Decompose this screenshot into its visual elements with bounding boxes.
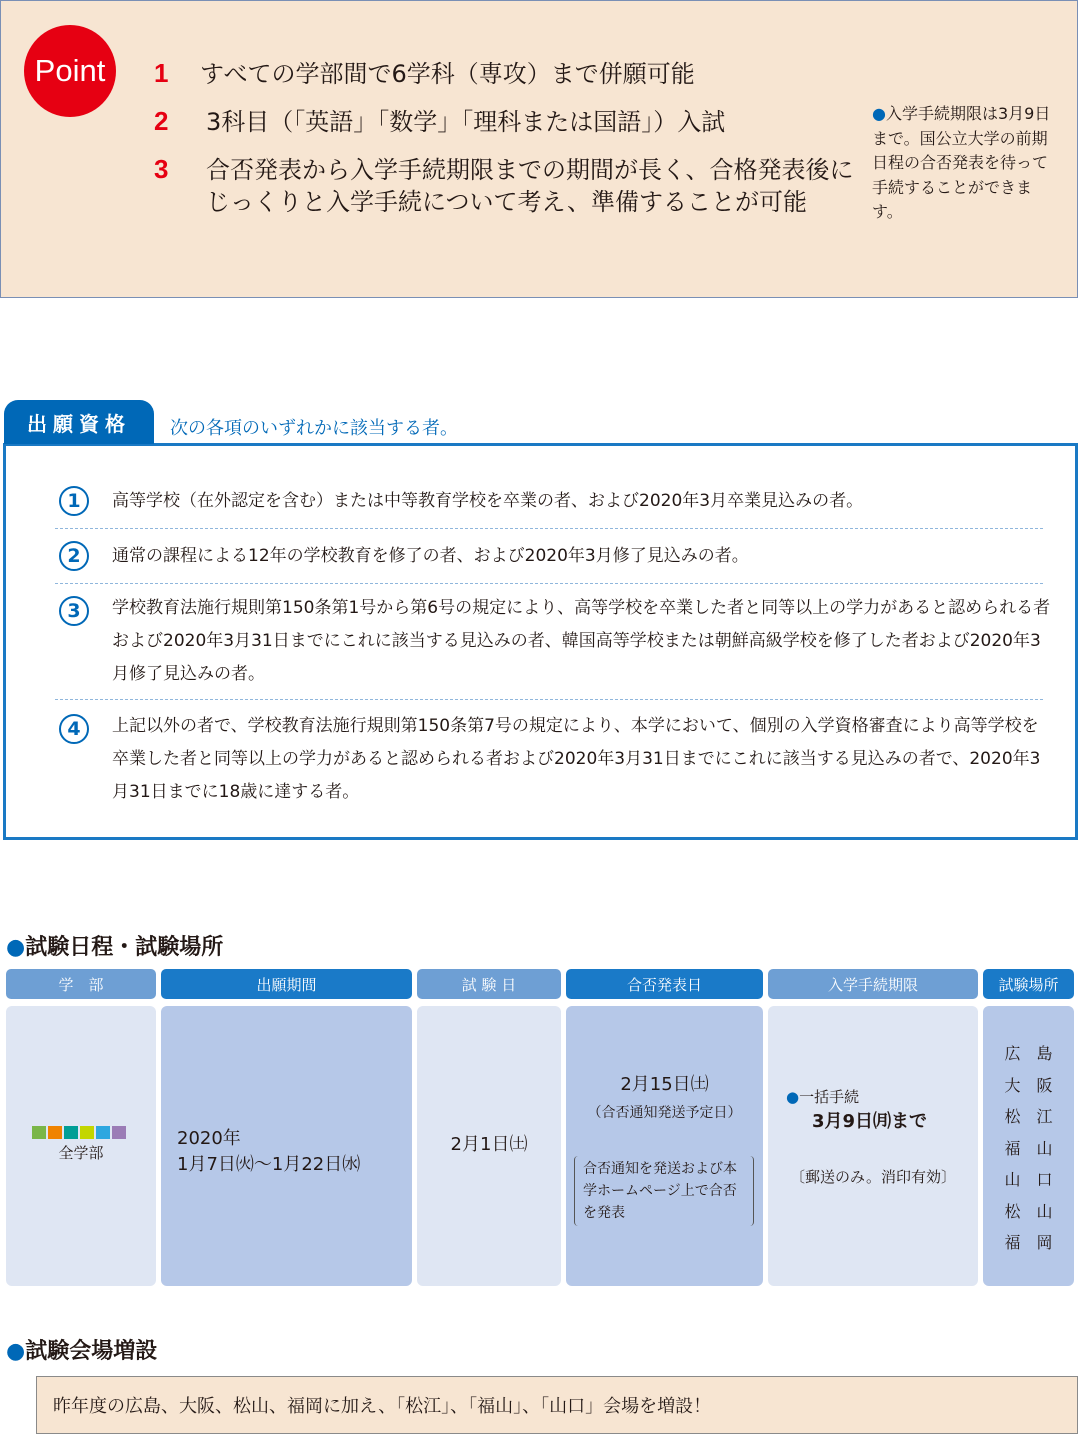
venue-add-box: 昨年度の広島、大阪、松山、福岡に加え、「松江」、「福山」、「山口」会場を増設！ <box>36 1376 1078 1434</box>
divider <box>55 528 1043 529</box>
bullet-dot-icon: ● <box>786 1088 800 1106</box>
application-year: 2020年 <box>177 1128 241 1149</box>
enroll-note: 〔郵送のみ。消印有効〕 <box>790 1168 956 1186</box>
venue-item: 広 島 <box>1004 1044 1053 1063</box>
item-number-4: 4 <box>59 714 89 744</box>
bullet-dot-icon: ● <box>6 1339 26 1364</box>
point-text-3: 合否発表から入学手続期限までの期間が長く、合格発表後にじっくりと入学手続について考え、準備することが可能 <box>206 156 854 216</box>
enroll-label: ●一括手続 <box>786 1088 860 1106</box>
eligibility-item-4: 上記以外の者で、学校教育法施行規則第150条第7号の規定により、本学において、個別の入学資格審査により高等学校を卒業した者と同等以上の学力があると認められる者および2020年3月31日までにこれに該当する見込みの者で、2020年3月31日までに18歳に達する者。 <box>112 716 1041 802</box>
venue-item: 山 口 <box>1004 1170 1053 1189</box>
enroll-date: 3月9日㈪まで <box>812 1111 928 1132</box>
cell-enroll-deadline <box>768 1006 978 1286</box>
header-exam-date: 試 験 日 <box>417 969 561 999</box>
faculty-color-swatches <box>32 1124 128 1143</box>
eligibility-item-3: 学校教育法施行規則第150条第1号から第6号の規定により、高等学校を卒業した者と同等以上の学力があると認められる者および2020年3月31日までにこれに該当する見込みの者、韓国高等学校または朝鮮高級学校を修了した者および2020年3月修了見込みの者。 <box>112 598 1051 684</box>
venue-list <box>983 1038 1074 1259</box>
eligibility-item-1: 高等学校（在外認定を含む）または中等教育学校を卒業の者、および2020年3月卒業見込みの者。 <box>112 491 864 511</box>
header-enroll-deadline: 入学手続期限 <box>768 969 978 999</box>
venue-item: 松 江 <box>1004 1107 1053 1126</box>
result-note: （合否通知発送予定日） <box>587 1105 742 1121</box>
divider <box>55 583 1043 584</box>
point-text-1: すべての学部間で6学科（専攻）まで併願可能 <box>200 60 695 88</box>
divider <box>55 699 1043 700</box>
faculty-all: 全学部 <box>58 1144 104 1162</box>
point-number-2: 2 <box>154 106 169 136</box>
bullet-dot-icon: ● <box>872 104 886 123</box>
item-number-3: 3 <box>59 596 89 626</box>
swatch <box>32 1126 46 1139</box>
point-number-1: 1 <box>154 58 169 88</box>
eligibility-subtitle: 次の各項のいずれかに該当する者。 <box>170 418 458 439</box>
schedule-title: ●試験日程・試験場所 <box>6 935 224 960</box>
bullet-dot-icon: ● <box>6 935 26 960</box>
eligibility-tab: 出願資格 <box>4 400 154 444</box>
item-number-2: 2 <box>59 541 89 571</box>
result-date: 2月15日㈯ <box>620 1074 709 1095</box>
venue-item: 福 岡 <box>1004 1233 1053 1252</box>
header-venue: 試験場所 <box>983 969 1074 999</box>
swatch <box>96 1126 110 1139</box>
header-faculty: 学 部 <box>6 969 156 999</box>
venue-add-title: ●試験会場増設 <box>6 1339 158 1364</box>
point-badge: Point <box>24 25 116 117</box>
point-number-3: 3 <box>154 154 169 184</box>
cell-exam-date <box>417 1006 561 1286</box>
venue-item: 福 山 <box>1004 1138 1053 1158</box>
header-result-date: 合否発表日 <box>566 969 763 999</box>
swatch <box>48 1126 62 1139</box>
header-application: 出願期間 <box>161 969 412 999</box>
swatch <box>112 1126 126 1139</box>
exam-date: 2月1日㈯ <box>450 1134 528 1155</box>
point-text-2: 3科目（「英語」「数学」「理科または国語」）入試 <box>206 108 726 136</box>
eligibility-item-2: 通常の課程による12年の学校教育を修了の者、および2020年3月修了見込みの者。 <box>112 546 749 566</box>
cell-result-date <box>566 1006 763 1286</box>
cell-venue <box>983 1006 1074 1286</box>
cell-faculty <box>6 1006 156 1286</box>
venue-item: 松 山 <box>1004 1201 1053 1221</box>
result-detail: 合否通知を発送および本学ホームページ上で合否を発表 <box>574 1156 754 1226</box>
venue-item: 大 阪 <box>1004 1075 1053 1095</box>
cell-application <box>161 1006 412 1286</box>
item-number-1: 1 <box>59 486 89 516</box>
point-note: ●入学手続期限は3月9日まで。国公立大学の前期日程の合否発表を待って手続することができます。 <box>872 104 1051 221</box>
application-range: 1月7日㈫～1月22日㈬ <box>177 1154 361 1175</box>
swatch <box>64 1126 78 1139</box>
swatch <box>80 1126 94 1139</box>
